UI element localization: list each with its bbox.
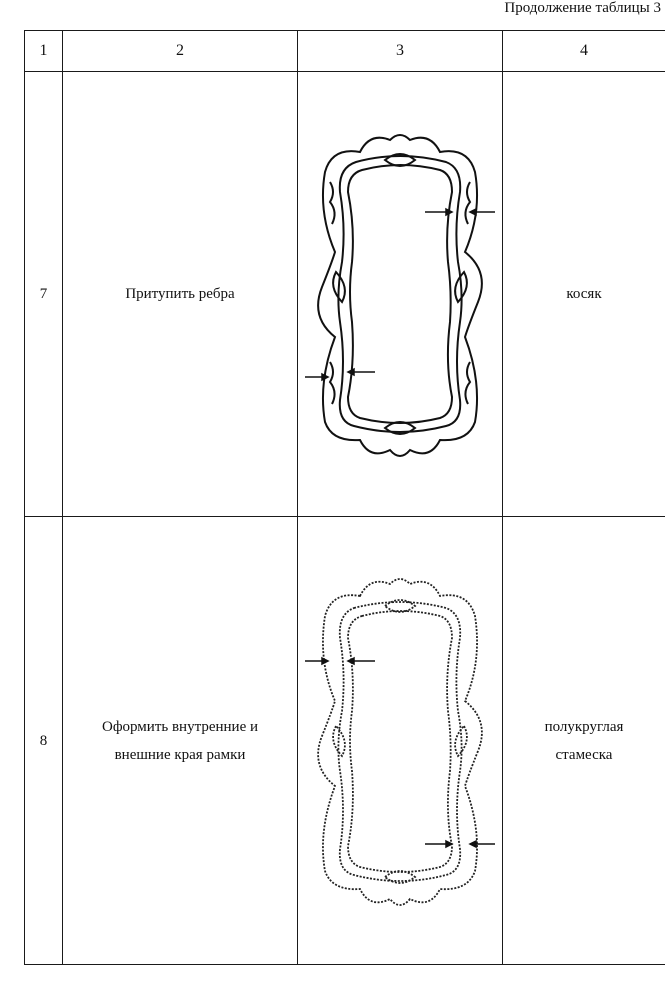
tool-line-1: полукруглая xyxy=(544,718,624,735)
operation-line-2: внешние края рамки xyxy=(114,746,246,763)
header-col-4: 4 xyxy=(503,31,665,72)
operation-line-1: Оформить внутренние и xyxy=(101,718,258,735)
header-col-2: 2 xyxy=(63,31,298,72)
header-col-1: 1 xyxy=(25,31,63,72)
frame-figure-cell xyxy=(298,517,503,965)
header-col-3: 3 xyxy=(298,31,503,72)
table-continuation-caption: Продолжение таблицы 3 xyxy=(504,0,661,16)
frame-figure-cell xyxy=(298,72,503,517)
operations-table xyxy=(24,30,665,965)
tool-line-2: стамеска xyxy=(555,746,613,763)
row-number: 7 xyxy=(25,72,63,517)
operation-text: Притупить ребра xyxy=(63,72,298,517)
carved-frame-textured-illustration xyxy=(300,566,500,916)
tool-text: косяк xyxy=(503,72,665,517)
tool-text xyxy=(503,517,665,965)
table-row xyxy=(25,72,665,517)
row-number: 8 xyxy=(25,517,63,965)
carved-frame-illustration xyxy=(300,122,500,467)
operation-text xyxy=(63,517,298,965)
header-row xyxy=(25,31,665,72)
table-row xyxy=(25,517,665,965)
